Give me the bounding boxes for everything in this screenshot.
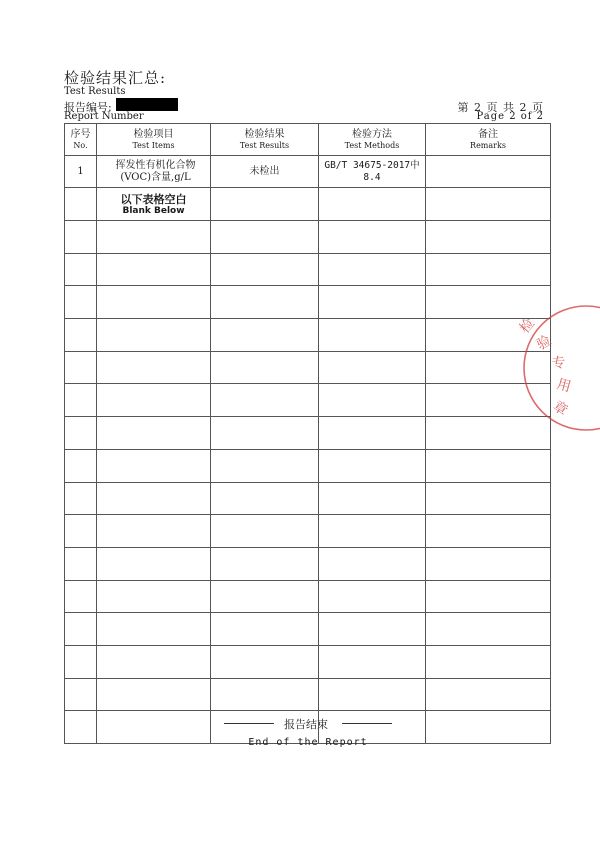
results-table [64,123,551,744]
table-header-row [65,124,551,156]
empty-row [65,351,551,384]
cell-no: 1 [65,156,97,188]
end-rule-right [342,723,392,724]
empty-row [65,286,551,319]
blank-below-note: 以下表格空白 Blank Below [97,188,211,221]
column-header-test-methods: 检验方法 Test Methods [319,124,426,156]
cell-test-result: 未检出 [211,156,319,188]
cell-test-item: 挥发性有机化合物(VOC)含量,g/L [97,156,211,188]
red-seal-stamp [508,300,600,440]
table-row [65,156,551,188]
redacted-report-number [116,98,178,111]
end-of-report-english: End of the Report [248,737,368,748]
title-chinese: 检验结果汇总: [64,69,167,87]
empty-row [65,482,551,515]
empty-row [65,417,551,450]
column-header-test-items: 检验项目 Test Items [97,124,211,156]
empty-row [65,253,551,286]
end-rule-left [224,723,274,724]
column-header-test-results: 检验结果 Test Results [211,124,319,156]
svg-text:验: 验 [534,332,555,354]
title-english: Test Results [64,86,126,97]
column-header-remarks: 备注 Remarks [426,124,551,156]
empty-row [65,645,551,678]
empty-row [65,515,551,548]
page-indicator-english: Page 2 of 2 [476,111,544,122]
empty-row [65,613,551,646]
cell-test-method: GB/T 34675-2017中8.4 [319,156,426,188]
page-indicator-chinese: 第 2 页 共 2 页 [457,101,544,114]
cell-remarks [426,156,551,188]
report-number-label-chinese: 报告编号: [64,101,112,114]
empty-row [65,384,551,417]
blank-below-row [65,188,551,221]
end-of-report-chinese: 报告结束 [284,718,328,731]
empty-row [65,319,551,352]
svg-text:检: 检 [516,315,539,337]
report-number-label-english: Report Number [64,111,144,122]
empty-row [65,547,551,580]
svg-text:用: 用 [554,376,573,396]
column-header-no: 序号 No. [65,124,97,156]
svg-text:专: 专 [550,354,567,372]
svg-text:章: 章 [549,398,571,420]
empty-row [65,678,551,711]
empty-row [65,221,551,254]
empty-row [65,449,551,482]
empty-row [65,580,551,613]
